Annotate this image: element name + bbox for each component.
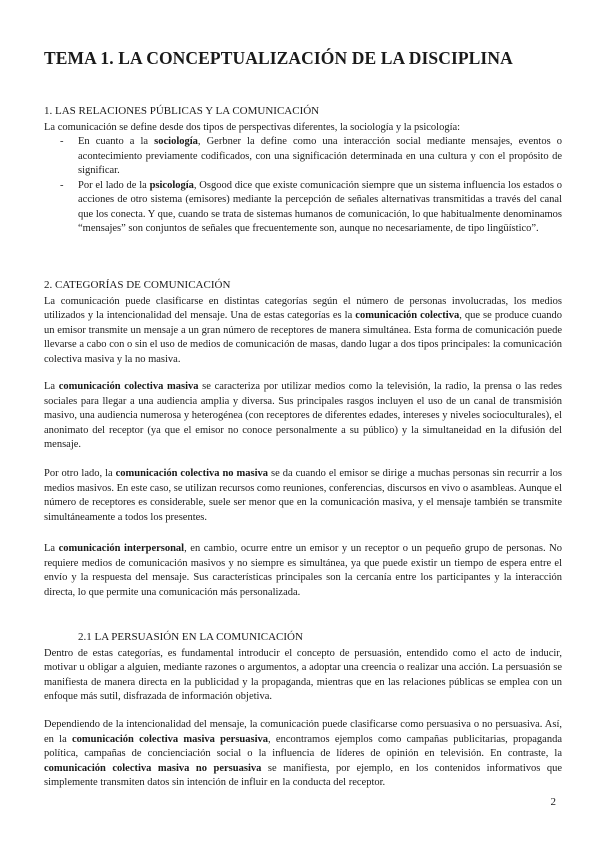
text-run: se caracteriza por utilizar medios como la televisión, la radio, la prensa o las redes sociales para llegar a una audiencia amplia y diversa. Sus principales rasgos incluyen el uso de un canal de transmisión masivo, una audiencia numerosa y heterogénea (con receptores de diferentes edades, intereses y niveles socioculturales), el anonimato del receptor (ya que el emisor no conoce personalmente a su público) y la simultaneidad en la difusión del mensaje. — [44, 381, 562, 450]
paragraph — [44, 542, 562, 600]
paragraph — [44, 718, 562, 791]
paragraph — [44, 380, 562, 453]
paragraph — [44, 467, 562, 525]
list-item — [44, 179, 562, 237]
list-item — [44, 135, 562, 179]
bold-term: comunicación colectiva masiva persuasiva — [72, 733, 269, 745]
section-categorias-p3 — [44, 467, 562, 525]
text-run: se da cuando el emisor se dirige a muchas personas sin recurrir a los medios masivos. En este caso, se utilizan recursos como reuniones, conferencias, discursos en vivo o asambleas. Aunque el número de receptores es considerable, suele ser menor que en la comunicación masiva, y el mensaje también se transmite simultáneamente a todos los presentes. — [44, 468, 562, 523]
text-run: Dependiendo de la intencionalidad del mensaje, la comunicación puede clasificarse como persuasiva o no persuasiva. Así, en la — [44, 719, 562, 745]
text-run: se manifiesta, por ejemplo, en los contenidos informativos que simplemente transmiten datos sin intención de influir en la conducta del receptor. — [44, 762, 562, 788]
page-number: 2 — [550, 796, 556, 808]
section-categorias-p2 — [44, 380, 562, 453]
bold-term: psicología — [149, 179, 194, 191]
paragraph — [44, 295, 562, 368]
section-heading: 2. CATEGORÍAS DE COMUNICACIÓN — [44, 279, 231, 291]
bullet-dash: - — [60, 136, 64, 147]
bold-term: comunicación colectiva masiva no persuasiva — [44, 762, 262, 774]
section-relaciones-publicas — [44, 104, 562, 237]
bold-term: comunicación colectiva — [355, 310, 460, 321]
page-title: TEMA 1. LA CONCEPTUALIZACIÓN DE LA DISCIPLINA — [44, 48, 513, 68]
text-run: , Gerbner la define como una interacción social mediante mensajes, eventos o acontecimiento previamente codificados, con una significación determinada en una cultura y con el propósito de significar. — [78, 136, 563, 176]
text-run: , Osgood dice que existe comunicación siempre que un sistema influencia los estados o acciones de otro sistema (emisores) mediante la percepción de señales alternativas transmitidas a través del canal que los conecta. Y que, cuando se trata de sistemas humanos de comunicación, lo que habitualmente denominamos “mensajes” son conjuntos de señales que frecuentemente son, aunque no necesariamente, de tipo lingüístico”. — [78, 179, 562, 234]
section-persuasion-p2 — [44, 718, 562, 791]
paragraph: Dentro de estas categorías, es fundamental introducir el concepto de persuasión, entendido como el acto de inducir, motivar u obligar a alguien, mediante razones o argumentos, a adoptar una creencia o realizar una acción. La persuasión se manifiesta de manera directa en la publicidad y la propaganda, mientras que en las relaciones públicas se emplea con un enfoque más sutil, disfrazada de información objetiva. — [44, 647, 562, 702]
section-categorias — [44, 278, 562, 367]
text-run: , en cambio, ocurre entre un emisor y un receptor o un pequeño grupo de personas. No requiere medios de comunicación masivos y no siempre es simultánea, ya que puede existir un tiempo de espera entre el envío y la respuesta del mensaje. Sus características principales son la cercanía entre los participantes y la interacción directa, lo que permite una comunicación más personalizada. — [44, 543, 562, 598]
text-run: La — [44, 381, 59, 392]
text-run: , que se produce cuando un emisor transmite un mensaje a un gran número de receptores de manera simultánea. Esta forma de comunicación puede llevarse a cabo con o sin el uso de medios de comunicación de masas, dando lugar a dos tipos principales: la comunicación colectiva masiva y la no masiva. — [44, 310, 562, 365]
bullet-list — [44, 135, 562, 237]
text-run: , encontramos ejemplos como campañas publicitarias, propaganda política, campañas de concienciación social o la influencia de líderes de opinión en televisión. En contraste, la — [44, 733, 562, 759]
section-heading: 1. LAS RELACIONES PÚBLICAS Y LA COMUNICACIÓN — [44, 105, 320, 117]
bold-term: comunicación interpersonal — [58, 543, 185, 554]
bullet-dash: - — [60, 179, 64, 191]
bold-term: sociología — [154, 136, 198, 147]
text-run: La — [44, 543, 59, 554]
text-run: La comunicación puede clasificarse en distintas categorías según el número de personas involucradas, los medios utilizados y la intencionalidad del mensaje. Una de estas categorías es la — [44, 295, 562, 321]
text-run: En cuanto a la — [78, 136, 155, 147]
subsection-heading: 2.1 LA PERSUASIÓN EN LA COMUNICACIÓN — [78, 631, 303, 643]
section-persuasion — [44, 630, 562, 705]
paragraph: La comunicación se define desde dos tipos de perspectivas diferentes, la sociología y la psicología: — [44, 121, 461, 133]
text-run: Por otro lado, la — [44, 468, 116, 479]
bold-term: comunicación colectiva no masiva — [115, 468, 269, 479]
text-run: Por el lado de la — [78, 179, 150, 191]
section-categorias-p4 — [44, 542, 562, 600]
bold-term: comunicación colectiva masiva — [58, 381, 199, 392]
